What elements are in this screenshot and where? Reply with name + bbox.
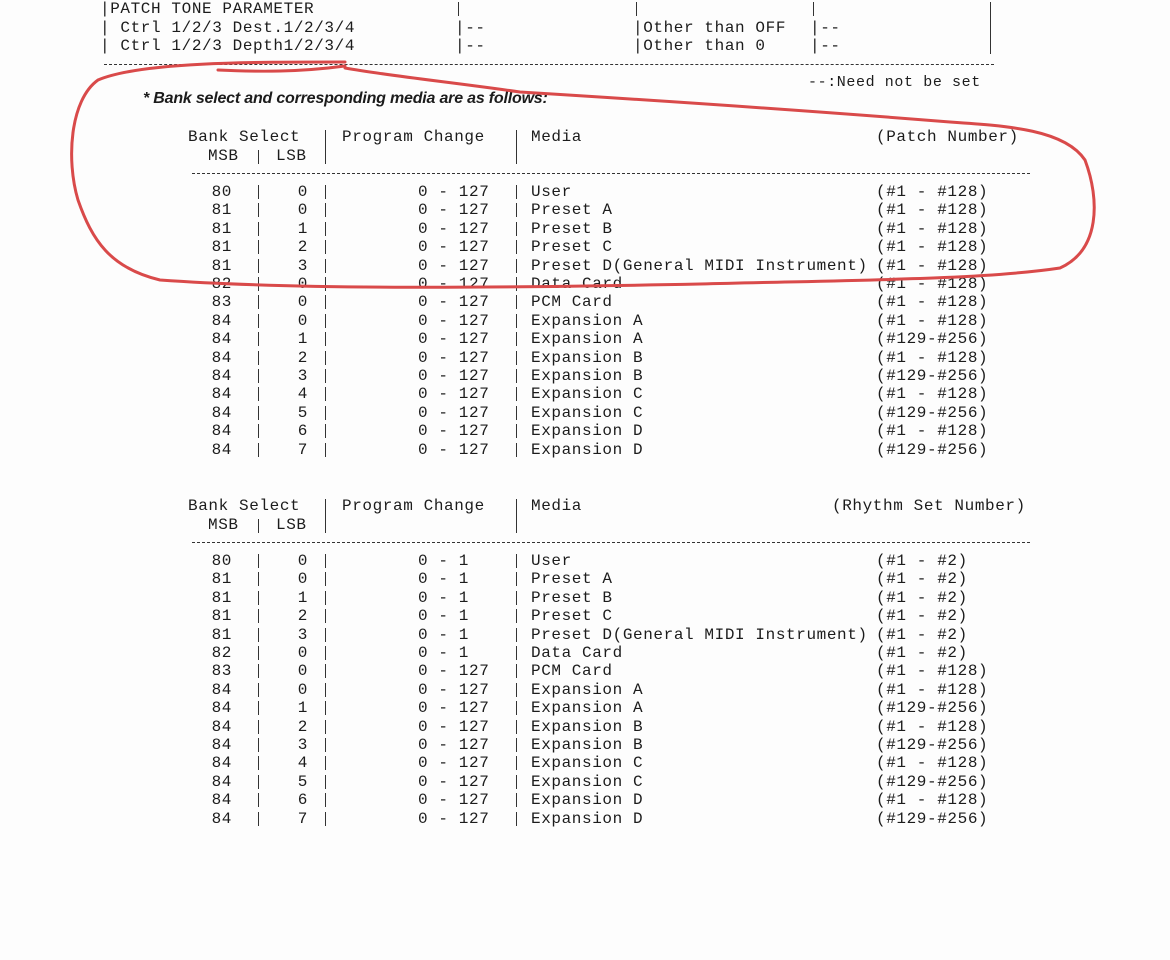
table2-number-cell: (#1 - #128) <box>876 754 989 773</box>
table2-media-cell: User <box>531 552 572 570</box>
table2-program-change-cell: 0 - 127 <box>418 772 490 791</box>
table1-program-change-cell: 0 - 127 <box>418 293 490 312</box>
table1-lsb-cell: 2 <box>297 348 308 367</box>
table1-media-cell: Expansion D <box>531 422 644 441</box>
table1-patch-number-header: (Patch Number) <box>876 128 1019 146</box>
table2-media-cell: Preset B <box>531 588 613 607</box>
table2-number-cell: (#1 - #128) <box>876 680 989 699</box>
table1-lsb-cell: 0 <box>297 275 308 293</box>
table2-lsb-cell: 0 <box>297 570 308 589</box>
table1-lsb-cell: 1 <box>297 219 308 238</box>
table2-number-cell: (#1 - #2) <box>876 588 968 607</box>
table2-program-change-cell: 0 - 127 <box>418 754 490 773</box>
table1-media-cell: Expansion D <box>531 440 644 459</box>
table2-program-change-cell: 0 - 1 <box>418 625 470 644</box>
table1-lsb-cell: 2 <box>297 238 308 257</box>
table1-number-cell: (#1 - #128) <box>876 385 989 404</box>
table2-lsb-cell: 3 <box>297 736 308 754</box>
bank-select-note: * Bank select and corresponding media are as follows: <box>143 90 548 107</box>
table2-number-cell: (#1 - #2) <box>876 607 968 626</box>
table1-media-cell: Preset D(General MIDI Instrument) <box>531 256 868 275</box>
table1-number-cell: (#1 - #128) <box>876 293 989 312</box>
table1-program-change-cell: 0 - 127 <box>418 256 490 275</box>
table2-media-cell: Preset D(General MIDI Instrument) <box>531 625 868 644</box>
table2-msb-cell: 81 <box>211 570 232 589</box>
table1-lsb-cell: 4 <box>297 385 308 404</box>
table1-media-cell: User <box>531 183 572 201</box>
table2-media-cell: Preset A <box>531 570 613 589</box>
table2-msb-cell: 84 <box>211 809 232 828</box>
table1-program-change-cell: 0 - 127 <box>418 422 490 441</box>
table1-media-cell: Expansion A <box>531 311 644 330</box>
table2-lsb-cell: 2 <box>297 717 308 736</box>
table2-lsb-cell: 0 <box>297 552 308 570</box>
table2-number-cell: (#1 - #2) <box>876 625 968 644</box>
table2-msb-cell: 84 <box>211 736 232 754</box>
table1-program-change-cell: 0 - 127 <box>418 219 490 238</box>
table2-media-header: Media <box>531 497 583 515</box>
table2-program-change-cell: 0 - 127 <box>418 680 490 699</box>
ctrl-dest-label: | Ctrl 1/2/3 Dest.1/2/3/4 <box>100 19 356 37</box>
table2-msb-cell: 84 <box>211 791 232 810</box>
table1-media-cell: Preset C <box>531 238 613 257</box>
table2-program-change-cell: 0 - 127 <box>418 809 490 828</box>
table1-number-cell: (#1 - #128) <box>876 219 989 238</box>
table2-number-cell: (#129-#256) <box>876 809 989 828</box>
table1-program-change-cell: 0 - 127 <box>418 440 490 459</box>
table2-media-cell: Expansion B <box>531 736 644 754</box>
table1-msb-cell: 84 <box>211 440 232 459</box>
table1-msb-cell: 81 <box>211 238 232 257</box>
table2-msb-cell: 83 <box>211 662 232 681</box>
table2-number-cell: (#1 - #2) <box>876 552 968 570</box>
table1-media-header: Media <box>531 128 583 146</box>
table2-program-change-header: Program Change <box>342 497 485 515</box>
ctrl-depth-col2: |-- <box>455 37 486 55</box>
table1-msb-cell: 84 <box>211 330 232 349</box>
patch-tone-parameter-heading: |PATCH TONE PARAMETER <box>100 0 315 18</box>
table2-lsb-cell: 2 <box>297 607 308 626</box>
table1-number-cell: (#129-#256) <box>876 330 989 349</box>
table2-lsb-cell: 0 <box>297 644 308 662</box>
table1-program-change-cell: 0 - 127 <box>418 201 490 220</box>
table2-msb-cell: 84 <box>211 699 232 718</box>
table2-bank-select-header: Bank Select <box>188 497 301 515</box>
table1-number-cell: (#129-#256) <box>876 367 989 385</box>
table1-media-cell: Expansion A <box>531 330 644 349</box>
ctrl-dest-col2: |-- <box>455 19 486 37</box>
table1-lsb-cell: 3 <box>297 256 308 275</box>
table1-number-cell: (#1 - #128) <box>876 183 989 201</box>
table2-number-cell: (#1 - #2) <box>876 644 968 662</box>
table1-program-change-cell: 0 - 127 <box>418 238 490 257</box>
table1-media-cell: Expansion B <box>531 348 644 367</box>
need-not-be-set-legend: --:Need not be set <box>808 74 981 91</box>
table2-media-cell: Expansion B <box>531 717 644 736</box>
table2-number-cell: (#129-#256) <box>876 699 989 718</box>
table1-lsb-cell: 1 <box>297 330 308 349</box>
table2-media-cell: Expansion C <box>531 772 644 791</box>
table2-lsb-cell: 7 <box>297 809 308 828</box>
table1-lsb-header: LSB <box>276 147 307 165</box>
table2-number-cell: (#129-#256) <box>876 772 989 791</box>
table2-msb-cell: 84 <box>211 717 232 736</box>
table2-program-change-cell: 0 - 127 <box>418 717 490 736</box>
table1-msb-cell: 84 <box>211 422 232 441</box>
table1-number-cell: (#1 - #128) <box>876 311 989 330</box>
table1-msb-cell: 84 <box>211 385 232 404</box>
table2-program-change-cell: 0 - 127 <box>418 791 490 810</box>
ctrl-depth-col4: |-- <box>810 37 841 55</box>
table2-number-cell: (#1 - #128) <box>876 717 989 736</box>
table1-program-change-cell: 0 - 127 <box>418 348 490 367</box>
table1-media-cell: Preset B <box>531 219 613 238</box>
ctrl-dest-col4: |-- <box>810 19 841 37</box>
table1-msb-cell: 84 <box>211 311 232 330</box>
table1-number-cell: (#1 - #128) <box>876 238 989 257</box>
table2-msb-cell: 84 <box>211 772 232 791</box>
table1-lsb-cell: 0 <box>297 183 308 201</box>
table2-program-change-cell: 0 - 1 <box>418 607 470 626</box>
table1-program-change-cell: 0 - 127 <box>418 311 490 330</box>
table1-msb-cell: 81 <box>211 256 232 275</box>
table2-lsb-cell: 6 <box>297 791 308 810</box>
table1-number-cell: (#1 - #128) <box>876 256 989 275</box>
table1-lsb-cell: 6 <box>297 422 308 441</box>
ctrl-depth-col3: |Other than 0 <box>633 37 766 55</box>
table2-program-change-cell: 0 - 127 <box>418 699 490 718</box>
table2-media-cell: Expansion D <box>531 809 644 828</box>
table2-lsb-cell: 1 <box>297 699 308 718</box>
table2-program-change-cell: 0 - 127 <box>418 662 490 681</box>
table2-lsb-cell: 3 <box>297 625 308 644</box>
table1-bank-select-header: Bank Select <box>188 128 301 146</box>
table1-msb-cell: 84 <box>211 403 232 422</box>
table2-msb-cell: 81 <box>211 625 232 644</box>
table2-msb-cell: 81 <box>211 607 232 626</box>
table1-media-cell: Expansion C <box>531 385 644 404</box>
table2-msb-header: MSB <box>208 516 239 534</box>
table2-msb-cell: 84 <box>211 680 232 699</box>
table2-media-cell: PCM Card <box>531 662 613 681</box>
table2-lsb-cell: 1 <box>297 588 308 607</box>
table1-media-cell: Preset A <box>531 201 613 220</box>
table1-msb-cell: 81 <box>211 219 232 238</box>
table1-msb-cell: 84 <box>211 367 232 385</box>
table2-number-cell: (#1 - #128) <box>876 662 989 681</box>
table1-msb-cell: 82 <box>211 275 232 293</box>
table2-media-cell: Expansion D <box>531 791 644 810</box>
table1-msb-cell: 81 <box>211 201 232 220</box>
table2-program-change-cell: 0 - 1 <box>418 552 470 570</box>
table2-number-cell: (#129-#256) <box>876 736 989 754</box>
table1-program-change-cell: 0 - 127 <box>418 367 490 385</box>
table1-msb-cell: 80 <box>211 183 232 201</box>
table1-number-cell: (#129-#256) <box>876 403 989 422</box>
table1-media-cell: Data Card <box>531 275 623 293</box>
table2-media-cell: Expansion A <box>531 680 644 699</box>
table1-msb-header: MSB <box>208 147 239 165</box>
table2-lsb-cell: 4 <box>297 754 308 773</box>
table2-media-cell: Expansion A <box>531 699 644 718</box>
table2-number-cell: (#1 - #2) <box>876 570 968 589</box>
table1-number-cell: (#129-#256) <box>876 440 989 459</box>
table1-lsb-cell: 0 <box>297 293 308 312</box>
red-circle-annotation <box>72 62 1095 287</box>
table1-number-cell: (#1 - #128) <box>876 422 989 441</box>
red-underline-stroke <box>218 66 345 71</box>
table2-media-cell: Expansion C <box>531 754 644 773</box>
table1-msb-cell: 83 <box>211 293 232 312</box>
table1-media-cell: Expansion B <box>531 367 644 385</box>
table2-lsb-cell: 0 <box>297 662 308 681</box>
table1-program-change-cell: 0 - 127 <box>418 275 490 293</box>
table2-program-change-cell: 0 - 1 <box>418 588 470 607</box>
table2-rhythm-set-number-header: (Rhythm Set Number) <box>832 497 1026 515</box>
table1-media-cell: Expansion C <box>531 403 644 422</box>
table2-program-change-cell: 0 - 1 <box>418 644 470 662</box>
table2-msb-cell: 84 <box>211 754 232 773</box>
table1-msb-cell: 84 <box>211 348 232 367</box>
table1-number-cell: (#1 - #128) <box>876 348 989 367</box>
table1-program-change-cell: 0 - 127 <box>418 183 490 201</box>
table2-msb-cell: 82 <box>211 644 232 662</box>
table1-lsb-cell: 0 <box>297 201 308 220</box>
table2-lsb-cell: 5 <box>297 772 308 791</box>
ctrl-dest-col3: |Other than OFF <box>633 19 787 37</box>
table2-media-cell: Data Card <box>531 644 623 662</box>
table2-msb-cell: 81 <box>211 588 232 607</box>
ctrl-depth-label: | Ctrl 1/2/3 Depth1/2/3/4 <box>100 37 356 55</box>
table1-lsb-cell: 3 <box>297 367 308 385</box>
table1-media-cell: PCM Card <box>531 293 613 312</box>
table1-number-cell: (#1 - #128) <box>876 201 989 220</box>
table1-lsb-cell: 0 <box>297 311 308 330</box>
table1-program-change-header: Program Change <box>342 128 485 146</box>
table1-program-change-cell: 0 - 127 <box>418 385 490 404</box>
table1-number-cell: (#1 - #128) <box>876 275 989 293</box>
table2-msb-cell: 80 <box>211 552 232 570</box>
table2-media-cell: Preset C <box>531 607 613 626</box>
table1-program-change-cell: 0 - 127 <box>418 330 490 349</box>
table1-lsb-cell: 5 <box>297 403 308 422</box>
table2-program-change-cell: 0 - 1 <box>418 570 470 589</box>
table2-program-change-cell: 0 - 127 <box>418 736 490 754</box>
table2-lsb-header: LSB <box>276 516 307 534</box>
table1-lsb-cell: 7 <box>297 440 308 459</box>
table1-program-change-cell: 0 - 127 <box>418 403 490 422</box>
table2-lsb-cell: 0 <box>297 680 308 699</box>
table2-number-cell: (#1 - #128) <box>876 791 989 810</box>
